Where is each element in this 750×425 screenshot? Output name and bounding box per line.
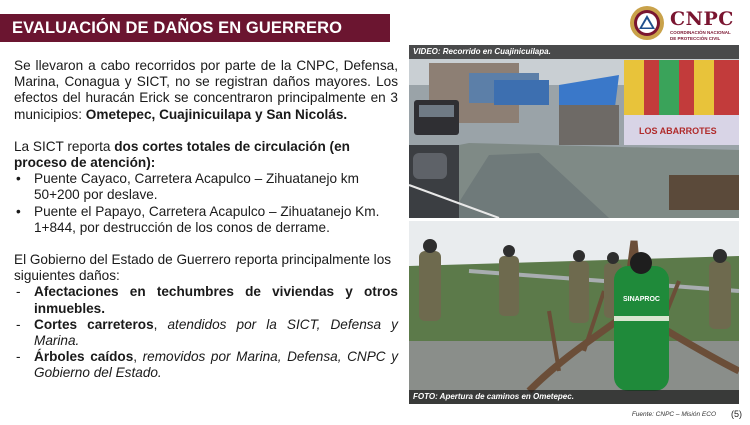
photo-cuajinicuilapa — [409, 45, 739, 218]
list-item: • Puente el Papayo, Carretera Acapulco – Zihuatanejo Km. 1+844, por destrucción de los conos de derrame. — [16, 203, 380, 235]
intro-paragraph — [14, 58, 398, 123]
list-item: - Afectaciones en techumbres de viviendas y otros inmuebles. — [16, 284, 398, 316]
logo-sub-line-1: COORDINACIÓN NACIONAL — [670, 30, 731, 35]
photo-ometepec — [409, 221, 739, 404]
shop-sign-text: LOS ABARROTES — [639, 126, 717, 136]
sict-list — [14, 171, 398, 236]
bottom-photo-caption: FOTO: Apertura de caminos en Ometepec. — [409, 390, 739, 404]
report-body — [14, 58, 398, 382]
logo-subtitle — [670, 30, 731, 41]
dash-marker: - — [16, 284, 21, 300]
fallen-tree-clearing-image — [409, 221, 739, 404]
bullet-marker: • — [16, 171, 21, 187]
page-number: (5) — [731, 409, 742, 419]
logo-name: CNPC — [670, 8, 734, 30]
list-item: - Cortes carreteros, atendidos por la SICT, Defensa y Marina. — [16, 316, 398, 349]
source-note: Fuente: CNPC – Misión ECO — [631, 411, 716, 418]
vest-text: SINAPROC — [623, 296, 660, 303]
cnpc-seal-icon — [628, 4, 668, 44]
logo-sub-line-2: DE PROTECCIÓN CIVIL — [670, 35, 721, 41]
gobierno-list — [14, 284, 398, 381]
sict-lead-bold: dos cortes totales de circulación (en proceso de atención): — [14, 138, 350, 171]
intro-municipalities: Ometepec, Cuajinicuilapa y San Nicolás. — [85, 106, 348, 122]
gobierno-paragraph: El Gobierno del Estado de Guerrero reporta principalmente los siguientes daños: — [14, 252, 392, 284]
cnpc-logo — [628, 4, 746, 44]
title-bar — [0, 14, 390, 42]
list-item: - Árboles caídos, removidos por Marina, Defensa, CNPC y Gobierno del Estado. — [16, 349, 398, 381]
intro-text: Se llevaron a cabo recorridos por parte de la CNPC, Defensa, Marina, Conagua y SICT, no se registran daños mayores. Los efectos del huracán Erick se concentraron principalmente en 3 municipios: — [14, 58, 398, 122]
page-title: EVALUACIÓN DE DAÑOS EN GUERRERO — [12, 18, 343, 37]
sict-lead: La SICT reporta — [14, 138, 115, 154]
list-item: • Puente Cayaco, Carretera Acapulco – Zihuatanejo km 50+200 por deslave. — [16, 171, 359, 203]
top-photo-caption: VIDEO: Recorrido en Cuajinicuilapa. — [409, 45, 739, 59]
dash-marker: - — [16, 316, 21, 332]
sict-paragraph — [14, 139, 398, 171]
bullet-marker: • — [16, 203, 21, 219]
dash-marker: - — [16, 349, 21, 365]
flooded-street-image — [409, 45, 739, 218]
